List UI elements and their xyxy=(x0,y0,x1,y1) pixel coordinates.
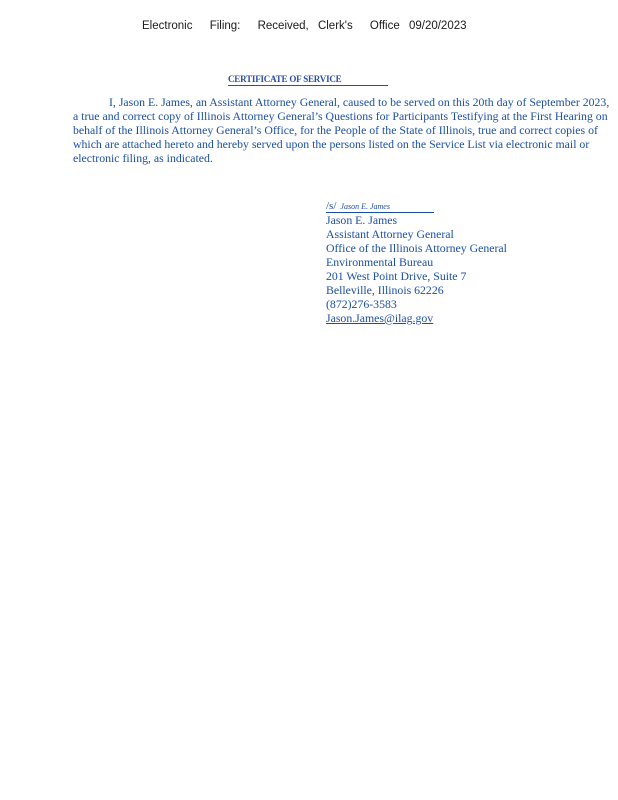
signer-bureau: Environmental Bureau xyxy=(326,255,434,269)
signer-phone: (872)276-3583 xyxy=(326,297,397,311)
signer-office: Office of the Illinois Attorney General xyxy=(326,241,507,255)
certificate-body xyxy=(73,95,613,165)
signature-block xyxy=(326,198,507,325)
stamp-filing: Filing: xyxy=(209,20,241,32)
certificate-title: CERTIFICATE OF SERVICE xyxy=(228,74,388,86)
signer-title: Assistant Attorney General xyxy=(326,227,454,241)
stamp-electronic: Electronic xyxy=(142,20,193,32)
signer-address-line2: Belleville, Illinois 62226 xyxy=(326,283,444,297)
stamp-office: Office xyxy=(369,20,400,32)
stamp-clerks: Clerk's xyxy=(317,20,353,32)
signer-email-link[interactable]: Jason.James@ilag.gov xyxy=(326,311,434,325)
signature-script: Jason E. James xyxy=(340,202,390,211)
stamp-received: Received, xyxy=(257,20,309,32)
signature-line xyxy=(326,201,434,213)
signer-address-line1: 201 West Point Drive, Suite 7 xyxy=(326,269,467,283)
signer-name: Jason E. James xyxy=(326,213,398,227)
signature-mark: /s/ xyxy=(326,200,337,212)
body-paragraph: I, Jason E. James, an Assistant Attorney General, caused to be served on this 20th day of September 2023, a true and correct copy of Illinois Attorney General’s Questions for Participants Testifying at the First Hearing on behalf of the Illinois Attorney General’s Office, for the People of the State of Illinois, true and correct copies of which are attached hereto and hereby served upon the persons listed on the Service List via electronic mail or electronic filing, as indicated. xyxy=(73,95,610,165)
stamp-date: 09/20/2023 xyxy=(408,20,467,32)
electronic-filing-stamp xyxy=(142,20,481,32)
